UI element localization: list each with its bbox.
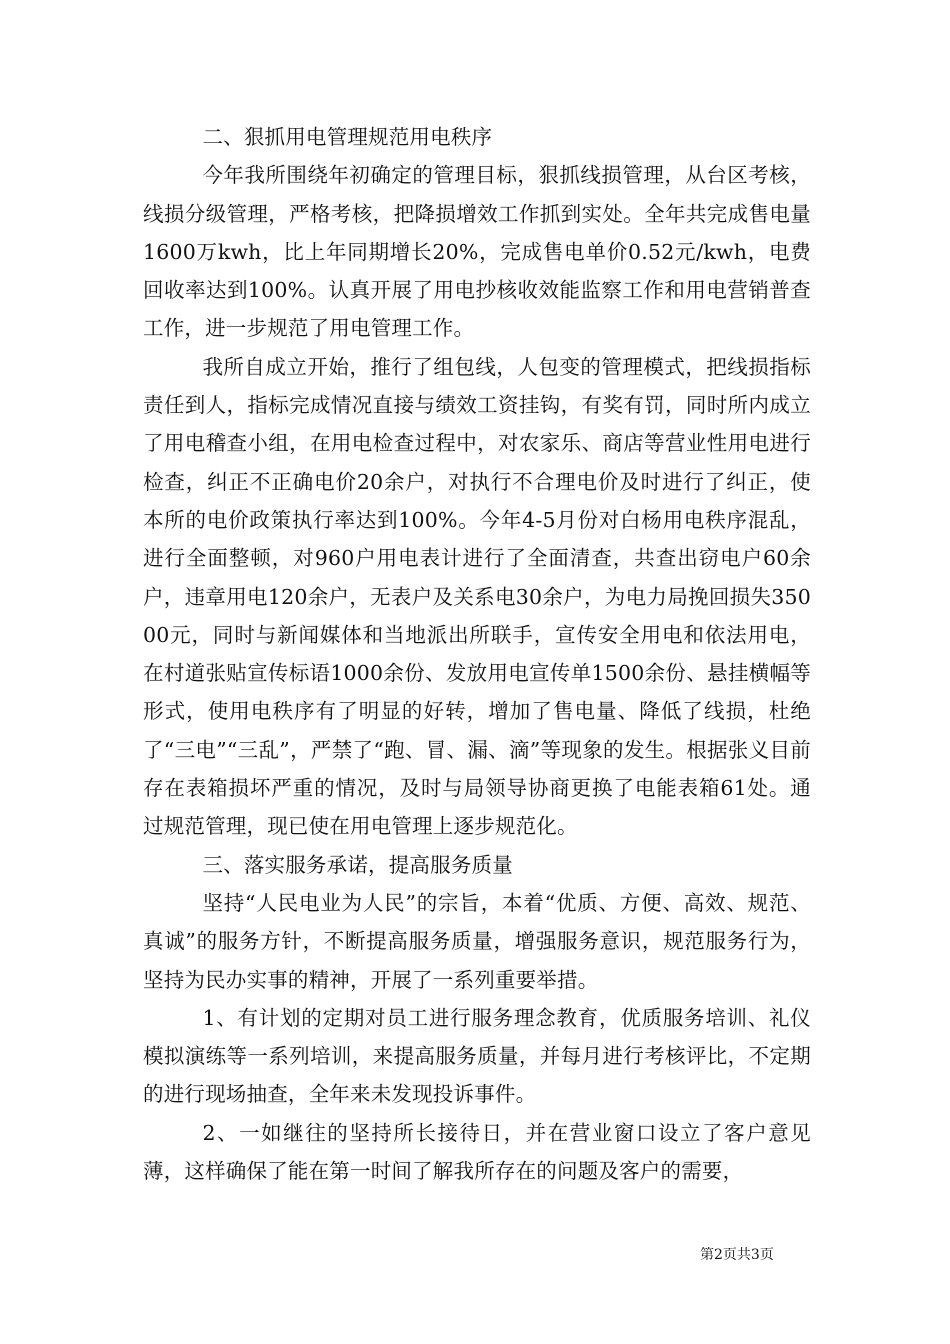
paragraph-training: 1、有计划的定期对员工进行服务理念教育，优质服务培训、礼仪模拟演练等一系列培训，来提高服务质量，并每月进行考核评比，不定期的进行现场抽查，全年来未发现投诉事件。 [143, 1005, 811, 1107]
paragraph-management-model: 我所自成立开始，推行了组包线，人包变的管理模式，把线损指标责任到人，指标完成情况直接与绩效工资挂钩，有奖有罚，同时所内成立了用电稽查小组，在用电检查过程中，对农家乐、商店等营业性用电进行检查，纠正不正确电价20余户，对执行不合理电价及时进行了纠正，使本所的电价政策执行率达到100%。今年4-5月份对白杨用电秩序混乱，进行全面整顿，对960户用电表计进行了全面清查，共查出窃电户60余户，违章用电120余户，无表户及关系电30余户，为电力局挽回损失35000元，同时与新闻媒体和当地派出所联手，宣传安全用电和依法用电，在村道张贴宣传标语1000余份、发放用电宣传单1500余份、悬挂横幅等形式，使用电秩序有了明显的好转，增加了售电量、降低了线损，杜绝了“三电”“三乱”，严禁了“跑、冒、漏、滴”等现象的发生。根据张义目前存在表箱损坏严重的情况，及时与局领导协商更换了电能表箱61处。通过规范管理，现已使在用电管理上逐步规范化。 [143, 354, 811, 839]
document-body [143, 118, 811, 1190]
paragraph-service-tenet: 坚持“人民电业为人民”的宗旨，本着“优质、方便、高效、规范、真诚”的服务方针，不断提高服务质量，增强服务意识，规范服务行为，坚持为民办实事的精神，开展了一系列重要举措。 [143, 890, 811, 992]
section-heading-3: 三、落实服务承诺，提高服务质量 [202, 852, 513, 877]
paragraph-line-loss: 今年我所围绕年初确定的管理目标，狠抓线损管理，从台区考核，线损分级管理，严格考核，把降损增效工作抓到实处。全年共完成售电量1600万kwh，比上年同期增长20%，完成售电单价0.52元/kwh，电费回收率达到100%。认真开展了用电抄核收效能监察工作和用电营销普查工作，进一步规范了用电管理工作。 [143, 163, 811, 341]
page-number-footer: 第2页共3页 [700, 1247, 774, 1263]
paragraph-reception-day: 2、一如继往的坚持所长接待日，并在营业窗口设立了客户意见薄，这样确保了能在第一时间了解我所存在的问题及客户的需要， [143, 1120, 811, 1184]
section-heading-2: 二、狠抓用电管理规范用电秩序 [202, 125, 493, 149]
